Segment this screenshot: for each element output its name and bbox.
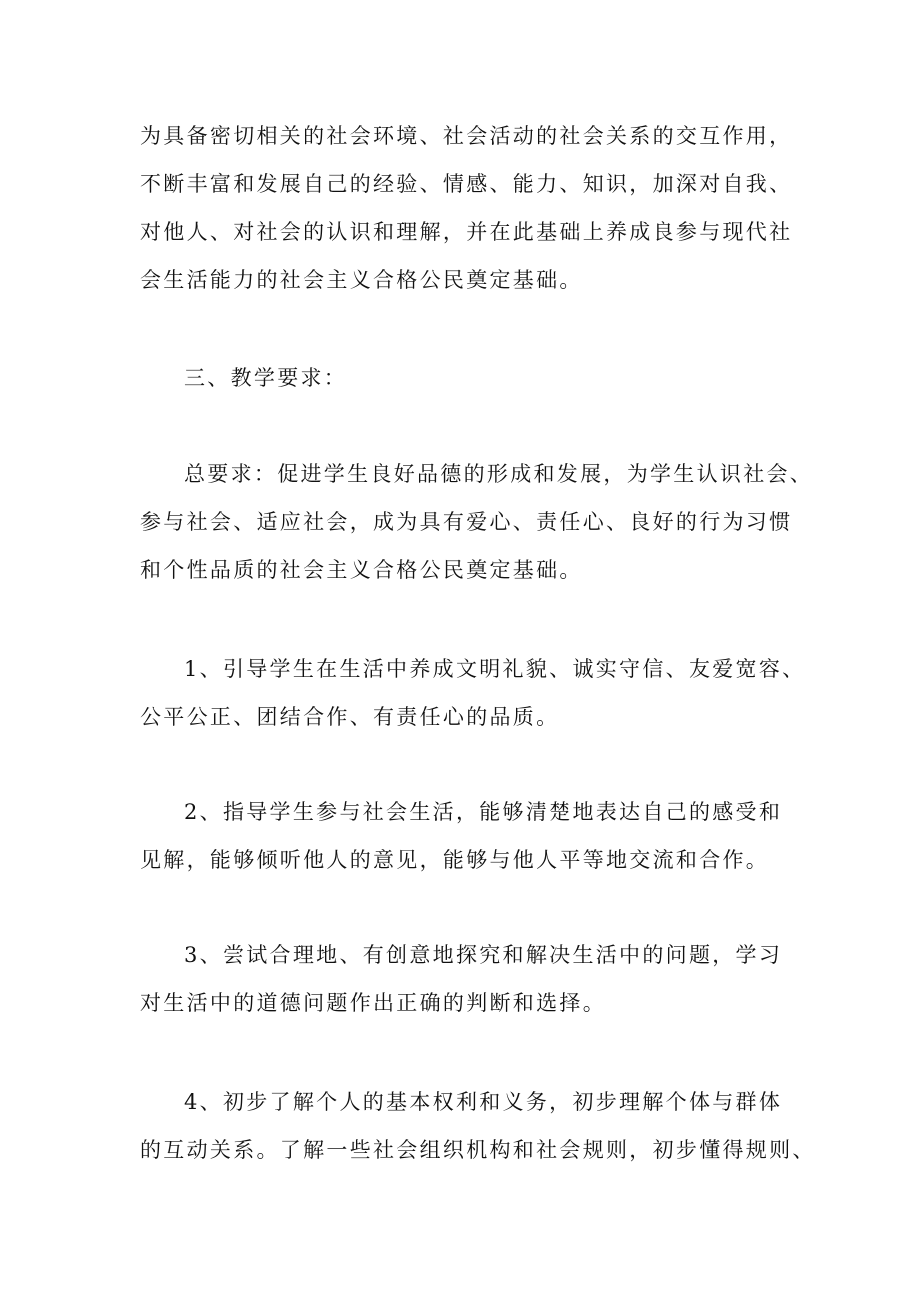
requirement-item-4 — [140, 1078, 816, 1174]
text-line: 3、尝试合理地、有创意地探究和解决生活中的问题，学习 — [184, 943, 783, 967]
section-heading — [140, 354, 800, 402]
section-heading-text: 三、教学要求： — [184, 366, 348, 390]
requirement-item-3 — [140, 931, 800, 1027]
text-line: 不断丰富和发展自己的经验、情感、能力、知识，加深对自我、 — [140, 172, 793, 196]
text-line: 参与社会、适应社会，成为具有爱心、责任心、良好的行为习惯 — [140, 510, 793, 534]
requirement-item-1 — [140, 645, 806, 741]
text-line: 的互动关系。了解一些社会组织机构和社会规则，初步懂得规则、 — [140, 1138, 816, 1162]
text-line: 4、初步了解个人的基本权利和义务，初步理解个体与群体 — [184, 1090, 783, 1114]
text-line: 对生活中的道德问题作出正确的判断和选择。 — [140, 991, 606, 1015]
text-line: 和个性品质的社会主义合格公民奠定基础。 — [140, 558, 583, 582]
text-line: 2、指导学生参与社会生活，能够清楚地表达自己的感受和 — [184, 800, 783, 824]
text-line: 对他人、对社会的认识和理解，并在此基础上养成良参与现代社 — [140, 220, 793, 244]
text-line: 为具备密切相关的社会环境、社会活动的社会关系的交互作用， — [140, 124, 793, 148]
intro-paragraph — [140, 112, 800, 304]
general-requirement-paragraph — [140, 450, 814, 594]
text-line: 会生活能力的社会主义合格公民奠定基础。 — [140, 268, 583, 292]
text-line: 见解，能够倾听他人的意见，能够与他人平等地交流和合作。 — [140, 848, 770, 872]
text-line: 总要求：促进学生良好品德的形成和发展，为学生认识社会、 — [184, 462, 814, 486]
requirement-item-2 — [140, 788, 800, 884]
text-line: 1、引导学生在生活中养成文明礼貌、诚实守信、友爱宽容、 — [184, 657, 806, 681]
text-line: 公平公正、团结合作、有责任心的品质。 — [140, 705, 560, 729]
